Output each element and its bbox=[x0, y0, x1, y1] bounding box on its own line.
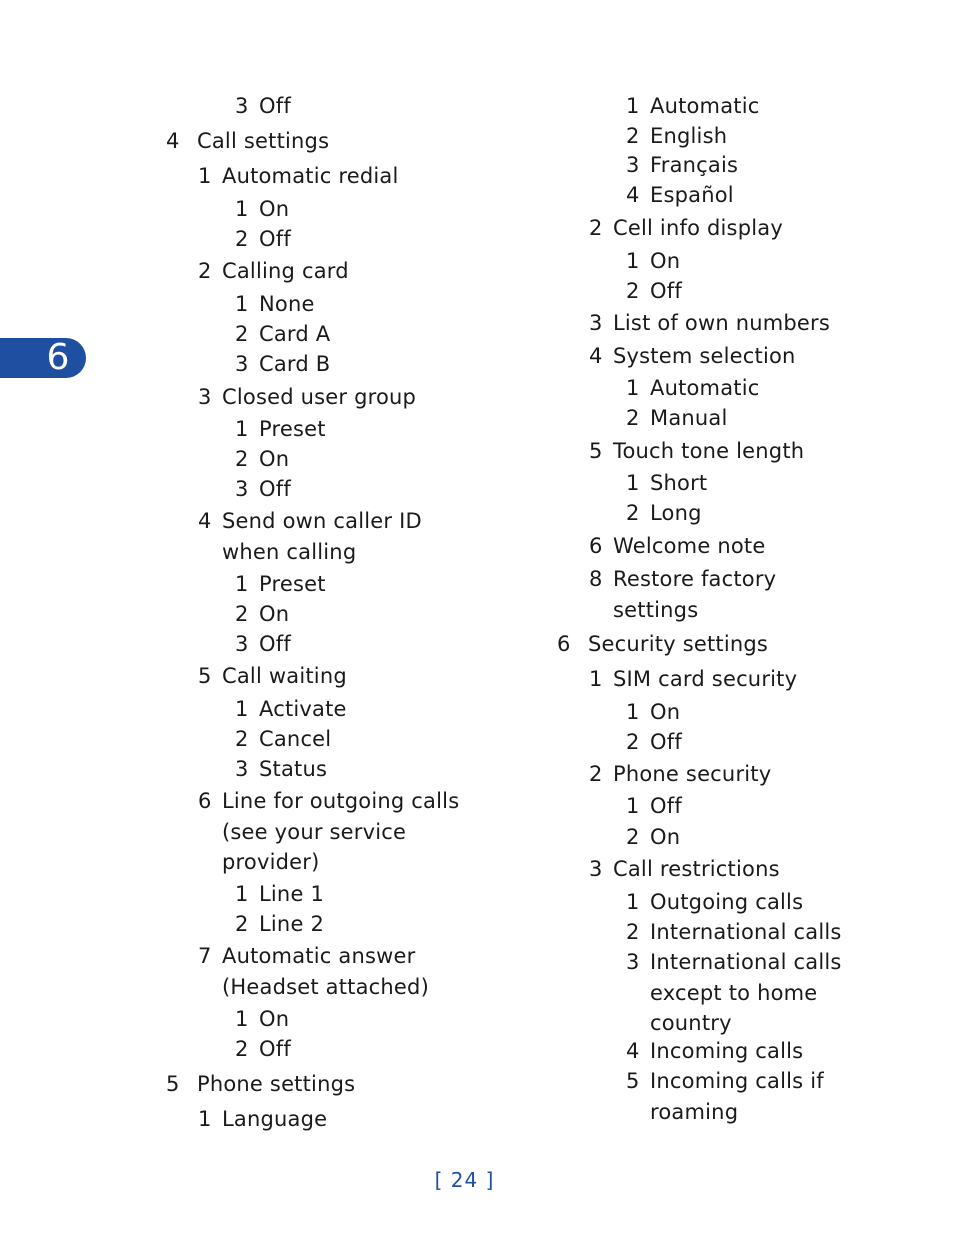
menu-item-label: Call settings bbox=[197, 129, 330, 153]
menu-item bbox=[626, 92, 760, 120]
menu-item bbox=[626, 181, 734, 209]
menu-item bbox=[589, 309, 830, 337]
menu-item-label: Line for outgoing calls bbox=[222, 789, 460, 813]
menu-item-number: 2 bbox=[235, 602, 249, 626]
menu-item-label: Security settings bbox=[588, 632, 769, 656]
menu-item-label: Automatic redial bbox=[222, 164, 399, 188]
menu-item-number: 1 bbox=[626, 249, 640, 273]
menu-item bbox=[626, 247, 680, 275]
menu-item-label: Incoming calls if bbox=[650, 1069, 824, 1093]
menu-item-label: Language bbox=[222, 1107, 328, 1131]
menu-item-number: 4 bbox=[626, 1039, 640, 1063]
menu-item bbox=[626, 823, 680, 851]
menu-item-number: 5 bbox=[166, 1072, 180, 1096]
menu-item bbox=[626, 728, 682, 756]
menu-item-number: 2 bbox=[626, 920, 640, 944]
menu-item bbox=[589, 760, 771, 788]
menu-item-number: 3 bbox=[235, 632, 249, 656]
menu-item-label: Preset bbox=[259, 417, 326, 441]
menu-item-number: 2 bbox=[235, 1037, 249, 1061]
menu-item-number: 2 bbox=[589, 216, 603, 240]
menu-item bbox=[589, 214, 783, 242]
menu-item bbox=[626, 918, 842, 946]
menu-item-label: Line 1 bbox=[259, 882, 324, 906]
menu-item-number: 4 bbox=[589, 344, 603, 368]
menu-item bbox=[589, 565, 776, 593]
menu-item-label: Off bbox=[259, 94, 291, 118]
menu-item-label: Automatic answer bbox=[222, 944, 416, 968]
menu-item-number: 2 bbox=[235, 322, 249, 346]
menu-item-label-continued: roaming bbox=[650, 1100, 739, 1124]
menu-item-label: Off bbox=[259, 227, 291, 251]
menu-item bbox=[198, 507, 422, 535]
menu-item-label: Long bbox=[650, 501, 702, 525]
menu-item bbox=[626, 277, 682, 305]
menu-item bbox=[557, 630, 768, 658]
menu-item-number: 2 bbox=[235, 447, 249, 471]
menu-item-label-continued: provider) bbox=[222, 850, 320, 874]
menu-item-number: 3 bbox=[626, 950, 640, 974]
menu-item-label: Manual bbox=[650, 406, 728, 430]
menu-item-number: 6 bbox=[198, 789, 212, 813]
menu-item-number: 1 bbox=[235, 417, 249, 441]
menu-item-label: List of own numbers bbox=[613, 311, 831, 335]
menu-item bbox=[626, 151, 738, 179]
menu-item bbox=[626, 698, 680, 726]
menu-item-label: Outgoing calls bbox=[650, 890, 804, 914]
menu-item-number: 6 bbox=[589, 534, 603, 558]
menu-item-number: 1 bbox=[235, 292, 249, 316]
menu-item-number: 5 bbox=[626, 1069, 640, 1093]
menu-item-number: 4 bbox=[198, 509, 212, 533]
menu-item-number: 3 bbox=[235, 352, 249, 376]
menu-item-label: Cancel bbox=[259, 727, 332, 751]
menu-item bbox=[166, 1070, 355, 1098]
menu-item-number: 1 bbox=[235, 1007, 249, 1031]
menu-item-label: On bbox=[259, 447, 290, 471]
menu-item-number: 5 bbox=[589, 439, 603, 463]
menu-item bbox=[589, 665, 797, 693]
menu-item-label: Line 2 bbox=[259, 912, 324, 936]
menu-item-number: 1 bbox=[235, 697, 249, 721]
menu-item bbox=[589, 437, 804, 465]
menu-item-number: 1 bbox=[626, 471, 640, 495]
menu-item-number: 3 bbox=[589, 857, 603, 881]
menu-item-label: English bbox=[650, 124, 728, 148]
menu-item-number: 2 bbox=[235, 727, 249, 751]
menu-item-label: Off bbox=[650, 279, 682, 303]
menu-item-label: SIM card security bbox=[613, 667, 798, 691]
menu-item bbox=[235, 695, 347, 723]
menu-item-label: Phone security bbox=[613, 762, 772, 786]
menu-item-label: Calling card bbox=[222, 259, 349, 283]
menu-item-label: Call restrictions bbox=[613, 857, 780, 881]
menu-item-label-continued: (Headset attached) bbox=[222, 975, 429, 999]
menu-item-label: Incoming calls bbox=[650, 1039, 804, 1063]
menu-item-label-continued: when calling bbox=[222, 540, 357, 564]
menu-item-label: Short bbox=[650, 471, 708, 495]
menu-item bbox=[235, 92, 291, 120]
menu-item-number: 1 bbox=[198, 1107, 212, 1131]
menu-item bbox=[166, 127, 329, 155]
menu-item-number: 2 bbox=[235, 227, 249, 251]
menu-item bbox=[235, 880, 324, 908]
menu-item-number: 2 bbox=[198, 259, 212, 283]
menu-item bbox=[235, 475, 291, 503]
menu-item bbox=[198, 383, 416, 411]
menu-item-label: Closed user group bbox=[222, 385, 417, 409]
menu-item bbox=[198, 257, 349, 285]
menu-item bbox=[235, 600, 289, 628]
menu-item-number: 3 bbox=[235, 477, 249, 501]
menu-item-label: Status bbox=[259, 757, 328, 781]
menu-item-number: 2 bbox=[626, 501, 640, 525]
menu-item-label: Off bbox=[650, 730, 682, 754]
menu-item-label: Welcome note bbox=[613, 534, 766, 558]
menu-item bbox=[626, 1037, 803, 1065]
menu-item-number: 5 bbox=[198, 664, 212, 688]
menu-item-label: Card A bbox=[259, 322, 331, 346]
menu-item-number: 6 bbox=[557, 632, 571, 656]
menu-item bbox=[198, 162, 399, 190]
menu-item-number: 4 bbox=[166, 129, 180, 153]
menu-item bbox=[235, 910, 324, 938]
menu-item bbox=[198, 942, 415, 970]
menu-item-label: Card B bbox=[259, 352, 331, 376]
menu-item-label: On bbox=[650, 825, 681, 849]
menu-item-number: 2 bbox=[626, 279, 640, 303]
menu-item-number: 1 bbox=[198, 164, 212, 188]
menu-item bbox=[626, 122, 727, 150]
menu-item-label: Français bbox=[650, 153, 739, 177]
menu-item bbox=[198, 662, 347, 690]
menu-item-number: 1 bbox=[235, 572, 249, 596]
menu-item-label-continued: country bbox=[650, 1011, 732, 1035]
menu-item-number: 4 bbox=[626, 183, 640, 207]
menu-item bbox=[235, 725, 331, 753]
menu-item bbox=[235, 350, 330, 378]
menu-item bbox=[626, 948, 842, 976]
menu-item bbox=[626, 792, 682, 820]
menu-item-label: Off bbox=[259, 632, 291, 656]
menu-item-number: 2 bbox=[235, 912, 249, 936]
chapter-number: 6 bbox=[46, 337, 70, 378]
menu-item-number: 1 bbox=[626, 376, 640, 400]
menu-item-label: Activate bbox=[259, 697, 347, 721]
menu-item-label: Call waiting bbox=[222, 664, 347, 688]
menu-item bbox=[589, 532, 765, 560]
menu-item-label-continued: settings bbox=[613, 598, 699, 622]
menu-item-number: 1 bbox=[235, 882, 249, 906]
menu-item bbox=[626, 499, 702, 527]
menu-item bbox=[626, 469, 707, 497]
menu-item-number: 1 bbox=[589, 667, 603, 691]
menu-item bbox=[235, 1035, 291, 1063]
menu-item-label: Send own caller ID bbox=[222, 509, 422, 533]
menu-item-label: Phone settings bbox=[197, 1072, 356, 1096]
menu-item-number: 1 bbox=[235, 197, 249, 221]
menu-item-label: Automatic bbox=[650, 376, 760, 400]
menu-item-label: On bbox=[259, 602, 290, 626]
menu-item-number: 7 bbox=[198, 944, 212, 968]
menu-item-label: Restore factory bbox=[613, 567, 777, 591]
menu-item bbox=[235, 415, 326, 443]
menu-item-number: 2 bbox=[626, 730, 640, 754]
menu-item-number: 3 bbox=[235, 757, 249, 781]
menu-item bbox=[626, 1067, 824, 1095]
menu-item-number: 2 bbox=[589, 762, 603, 786]
menu-item-number: 1 bbox=[626, 794, 640, 818]
menu-item bbox=[235, 755, 327, 783]
menu-item bbox=[626, 404, 728, 432]
menu-item-label: International calls bbox=[650, 950, 842, 974]
menu-item-label-continued: except to home bbox=[650, 981, 818, 1005]
menu-item-number: 2 bbox=[626, 825, 640, 849]
menu-item-label: Preset bbox=[259, 572, 326, 596]
menu-item-number: 3 bbox=[626, 153, 640, 177]
menu-item-label: Español bbox=[650, 183, 734, 207]
menu-item-label: None bbox=[259, 292, 315, 316]
menu-item bbox=[198, 787, 459, 815]
menu-item bbox=[235, 570, 326, 598]
menu-item-number: 3 bbox=[235, 94, 249, 118]
menu-item-number: 2 bbox=[626, 406, 640, 430]
menu-item-label: On bbox=[650, 700, 681, 724]
menu-item-label: On bbox=[259, 1007, 290, 1031]
menu-item-label: Touch tone length bbox=[613, 439, 805, 463]
menu-item bbox=[235, 630, 291, 658]
menu-item bbox=[235, 1005, 289, 1033]
menu-item bbox=[235, 195, 289, 223]
menu-item-label: Off bbox=[259, 1037, 291, 1061]
menu-item-label: Cell info display bbox=[613, 216, 783, 240]
menu-item bbox=[589, 855, 780, 883]
menu-item-label: On bbox=[650, 249, 681, 273]
menu-item-number: 1 bbox=[626, 94, 640, 118]
menu-item-number: 2 bbox=[626, 124, 640, 148]
menu-item-label: Off bbox=[259, 477, 291, 501]
menu-item-label: System selection bbox=[613, 344, 796, 368]
page-number: [ 24 ] bbox=[434, 1168, 495, 1192]
menu-item-number: 3 bbox=[589, 311, 603, 335]
menu-item-number: 3 bbox=[198, 385, 212, 409]
menu-item bbox=[589, 342, 796, 370]
menu-item bbox=[235, 320, 330, 348]
menu-item-number: 1 bbox=[626, 890, 640, 914]
menu-item bbox=[626, 374, 760, 402]
menu-item-label: Off bbox=[650, 794, 682, 818]
menu-item-number: 8 bbox=[589, 567, 603, 591]
menu-item-label: International calls bbox=[650, 920, 842, 944]
menu-item-number: 1 bbox=[626, 700, 640, 724]
chapter-tab bbox=[0, 338, 86, 378]
menu-item bbox=[235, 290, 315, 318]
menu-item bbox=[626, 888, 803, 916]
menu-item bbox=[235, 225, 291, 253]
menu-item-label: On bbox=[259, 197, 290, 221]
menu-item bbox=[198, 1105, 327, 1133]
menu-item-label-continued: (see your service bbox=[222, 820, 407, 844]
menu-item-label: Automatic bbox=[650, 94, 760, 118]
menu-item bbox=[235, 445, 289, 473]
